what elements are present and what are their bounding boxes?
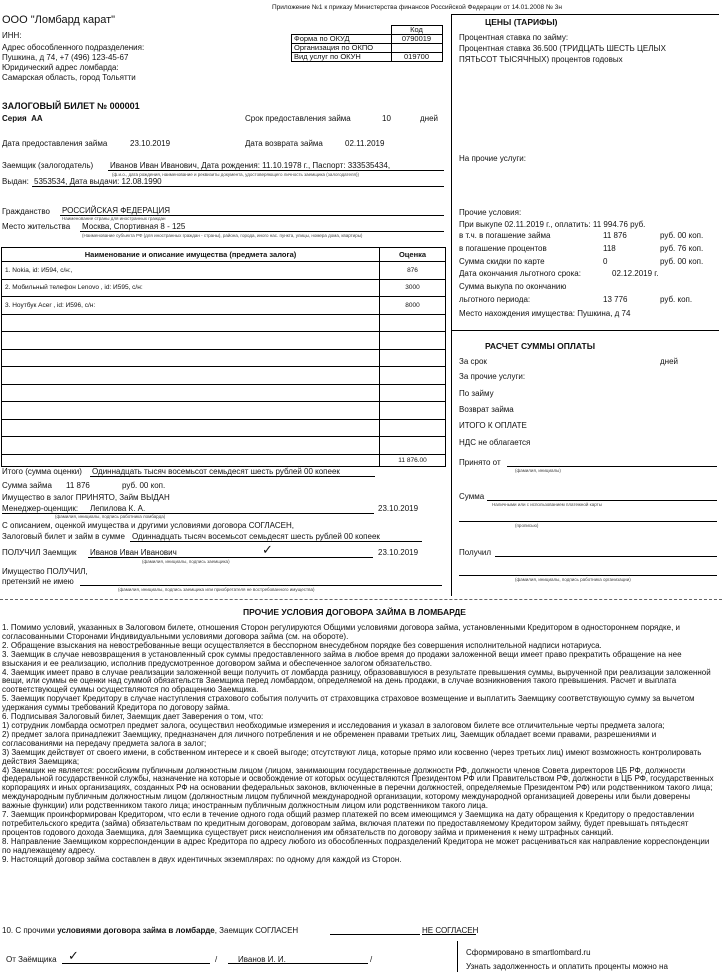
table-row (2, 419, 446, 437)
table-row (2, 367, 446, 385)
received-label: ПОЛУЧИЛ Заемщик (2, 548, 77, 557)
p10-bold: условиями договора займа в ломбарде (57, 926, 215, 935)
manager-label: Менеджер-оценщик: (2, 504, 79, 513)
term-label: Срок предоставления займа (245, 114, 351, 123)
redeem-grace-label2: льготного периода: (459, 295, 531, 304)
borrower-value: Иванов Иван Иванович, Дата рождения: 11.10.1978 г., Паспорт: 333535434, (110, 161, 391, 170)
loan-sum-unit: руб. 00 коп. (122, 481, 166, 490)
item-value: 876 (380, 262, 446, 280)
footer-learn: Узнать задолженность и оплатить проценты можно на (466, 962, 668, 971)
company-name: ООО "Ломбард карат" (2, 14, 116, 26)
footer-check-icon: ✓ (68, 948, 79, 963)
code-label: Форма по ОКУД (292, 35, 392, 44)
citizenship-hint: Наименование страны для иностранных граждан (62, 216, 166, 221)
terms-paragraph: 4. Заемщик имеет право в случае реализации заложенной вещи получить от ломбарда разницу, образовавшуюся в результате превышения суммы, вырученной при реализации заложенной вещи, или суммы ее оценки над суммой обязательств Заемщика перед ломбардом, определяемой на день продажи, в случае возникновения такого превышения. Расчет и выплата соответствующей суммы осуществляются по обращению Заемщика. (2, 667, 711, 695)
property-received: Имущество ПОЛУЧИЛ, (2, 567, 88, 576)
p10-disagree: НЕ СОГЛАСЕН (422, 926, 479, 935)
loan-sum: 11 876 (66, 481, 90, 490)
calc-services: За прочие услуги: (459, 372, 526, 381)
branch-address-label: Адрес обособленного подразделения: (2, 43, 145, 52)
branch-address: Пушкина, д 74, +7 (496) 123-45-67 (2, 53, 129, 62)
agree-text: С описанием, оценкой имущества и другими условиями договора СОГЛАСЕН, (2, 521, 294, 530)
calc-return: Возврат займа (459, 405, 514, 414)
terms-paragraph: 4) Заемщик не является: российским публичным должностным лицом (лицом, занимающим государственные должности РФ, должности членов Совета директоров ЦБ РФ, должности федеральной государственной службы, назначение на которые и освобождение от которых осуществляются Президентом РФ или Правительством РФ, должности в ЦБ РФ, государственных корпорациях и иных организациях, созданных РФ на основании федеральных законов, включенные в перечни должностей, определяемые Президентом РФ) или родственником такого лица; международным публичным должностным лицом (должностным лицом публичной международной организации, которому международной организацией доверены или были доверены важные функции) или родственником такого лица; иностранным публичным должностным лицом или родственником такого лица. (2, 765, 714, 811)
rate-label: Процентная ставка по займу: (459, 33, 569, 42)
property-hint: (фамилия, инициалы, подпись заемщика или приобретателя не востребованного имущества) (118, 587, 315, 592)
terms-paragraph: 3) Заемщик действует от своего имени, в собственном интересе и к своей выгоде; отсутствуют лица, которые прямо или косвенно (через третьих лиц) имеют возможность контролировать действия Заемщика; (2, 747, 702, 766)
items-total: 11 876.00 (380, 454, 446, 466)
redeem-grace-value: 13 776 (603, 295, 628, 304)
price-row-value: 11 876 (603, 231, 627, 240)
manager-name: Лепилова К. А. (90, 504, 146, 513)
calc-total: ИТОГО К ОПЛАТЕ (459, 421, 527, 430)
item-value: 8000 (380, 297, 446, 315)
code-label: Вид услуг по ОКУН (292, 53, 392, 62)
series-value: АА (31, 114, 43, 123)
calc-received: Получил (459, 548, 491, 557)
p10-suffix: , Заемщик СОГЛАСЕН (214, 926, 299, 935)
grace-end-date: 02.12.2019 г. (612, 269, 659, 278)
table-row (2, 297, 446, 315)
terms-paragraph: 2. Обращение взыскания на невостребованные вещи осуществляется в бесспорном внесудебном порядке без совершения исполнительной надписи нотариуса. (2, 640, 602, 650)
price-row-label: Сумма скидки по карте (459, 257, 545, 266)
calc-vat: НДС не облагается (459, 438, 531, 447)
borrower-label: Заемщик (залогодатель) (2, 161, 94, 170)
redeem-grace-unit: руб. коп. (660, 295, 693, 304)
rate-line1: Процентная ставка 36.500 (ТРИДЦАТЬ ШЕСТЬ ЦЕЛЫХ (459, 44, 666, 53)
price-row-unit: руб. 00 коп. (660, 231, 704, 240)
terms-paragraph: 5. Заемщик поручает Кредитору в случае наступления страхового события получить от страховщика страховое возмещение и выплатить Заемщику соответствующую сумму за вычетом удержания суммы требований Кредитора по договору займа. (2, 694, 695, 713)
signature-check-icon: ✓ (262, 542, 273, 557)
total-label: Итого (сумма оценки) (2, 467, 82, 476)
terms-paragraph: 7. Заемщик проинформирован Кредитором, что если в течение одного года общий размер платежей по всем имеющимся у Заемщика на дату обращения к Кредитору о предоставлении потребительского кредита (займа) обязательствам по кредитным договорам, договорам займа, включая платежи по предоставляемому Кредитором займу, будет превышать пятьдесят процентов годового дохода Заемщика, для Заемщика существует риск неисполнения им обязательств по договору займа и применения к нему штрафных санкций. (2, 810, 695, 837)
return-date-label: Дата возврата займа (245, 139, 323, 148)
agree-sum-label: Залоговый билет и займ в сумме (2, 532, 125, 541)
price-row-value: 118 (603, 244, 616, 253)
agree-sum-value: Одиннадцать тысяч восемьсот семьдесят шесть рублей 00 копеек (132, 532, 380, 541)
residence-value: Москва, Спортивная 8 - 125 (82, 222, 186, 231)
grace-end-label: Дата окончания льготного срока: (459, 269, 581, 278)
code-value: 019700 (391, 53, 442, 62)
item-name: 3. Ноутбук Acer , id: И596, с/н: (2, 297, 380, 315)
calc-term: За срок (459, 357, 487, 366)
footer-name: Иванов И. И. (238, 955, 286, 964)
items-col-name: Наименование и описание имущества (предмета залога) (2, 248, 380, 262)
codes-header: Код (391, 26, 442, 35)
hint-words: (прописью) (515, 523, 539, 528)
hint-name: (фамилия, инициалы) (515, 468, 561, 473)
table-row (2, 262, 446, 280)
other-services: На прочие услуги: (459, 154, 526, 163)
price-row-label: в т.ч. в погашение займа (459, 231, 551, 240)
item-value: 3000 (380, 279, 446, 297)
terms-paragraph: 3. Заемщик в случае невозвращения в установленный срок суммы предоставленного займа в любое время до продажи заложенной вещи имеет право прекратить обращение на нее взыскания и ее реализацию, исполнив предусмотренное договором займа и обеспеченное залогом обязательство. (2, 649, 682, 668)
terms-paragraph: 1. Помимо условий, указанных в Залоговом билете, отношения Сторон регулируются Общими условиями договора займа, установленными Кредитором в одностороннем порядке, и согласованными Сторонами Индивидуальными условиями договора займа (см. на обороте). (2, 623, 680, 641)
hint-sum: Наличными или с использованием платежной карты (492, 502, 602, 507)
citizenship-value: РОССИЙСКАЯ ФЕДЕРАЦИЯ (62, 206, 170, 215)
price-row-value: 0 (603, 257, 608, 266)
citizenship-label: Гражданство (2, 207, 50, 216)
table-row (2, 332, 446, 350)
ticket-title: ЗАЛОГОВЫЙ БИЛЕТ № 000001 (2, 101, 140, 111)
items-table (1, 247, 446, 467)
footer-from-borrower: От Заёмщика (6, 955, 57, 964)
redeem-grace-label: Сумма выкупа по окончанию (459, 282, 567, 291)
return-date: 02.11.2019 (345, 139, 385, 148)
issued-label: Выдан: (2, 177, 29, 186)
loan-date: 23.10.2019 (130, 139, 171, 148)
received-name: Иванов Иван Иванович (90, 548, 177, 557)
calc-sum: Сумма (459, 492, 485, 501)
inn-label: ИНН: (2, 31, 22, 40)
table-row (2, 454, 446, 466)
received-hint: (фамилия, инициалы, подпись заемщика) (142, 559, 230, 564)
terms-paragraph: 9. Настоящий договор займа составлен в двух идентичных экземплярах: по одному для каждой из Сторон. (2, 854, 402, 864)
terms-paragraph: 8. Направление Заемщиком корреспонденции в адрес Кредитора по адресу любого из обособленных подразделений Кредитора не может расцениваться как направление корреспонденции по надлежащему адресу. (2, 836, 710, 855)
residence-hint: (Наименование субъекта РФ (для иностранных граждан - страны), района, города, иного нас. пункта, улицы, номера дома, квартиры) (82, 233, 363, 238)
table-row (2, 349, 446, 367)
items-col-value: Оценка (380, 248, 446, 262)
terms-p10 (2, 926, 298, 935)
loan-date-label: Дата предоставления займа (2, 139, 108, 148)
rate-line2: ПЯТЬСОТ ТЫСЯЧНЫХ) процентов годовых (459, 55, 623, 64)
issued-value: 5353534, Дата выдачи: 12.08.1990 (34, 177, 162, 186)
footer-slash: / (215, 955, 218, 964)
item-name: 2. Мобильный телефон Lenovo , id: И595, с/н: (2, 279, 380, 297)
table-row (2, 402, 446, 420)
legal-address-label: Юридический адрес ломбарда: (2, 63, 119, 72)
accepted-text: Имущество в залог ПРИНЯТО, Займ ВЫДАН (2, 493, 170, 502)
manager-hint: (фамилия, инициалы, подпись работника ломбарда) (55, 514, 166, 519)
received-date: 23.10.2019 (378, 548, 419, 557)
terms-paragraph: 2) предмет залога принадлежит Заемщику, предназначен для личного потребления и не обременен правами третьих лиц, Заемщик обладает всеми правами, разрешениями и согласованиями на передачу предмета залога в залог; (2, 729, 657, 748)
code-label: Организация по ОКПО (292, 44, 392, 53)
residence-label: Место жительства (2, 222, 71, 231)
table-row (2, 279, 446, 297)
code-value: 0790019 (391, 35, 442, 44)
location: Место нахождения имущества: Пушкина, д 74 (459, 309, 631, 318)
terms-title: ПРОЧИЕ УСЛОВИЯ ДОГОВОРА ЗАЙМА В ЛОМБАРДЕ (243, 607, 466, 617)
calc-loan: По займу (459, 389, 494, 398)
no-claims: претензий не имею (2, 577, 74, 586)
terms-body (2, 624, 718, 864)
price-row-unit: руб. 76 коп. (660, 244, 704, 253)
redeem-line: При выкупе 02.11.2019 г., оплатить: 11 994.76 руб. (459, 220, 646, 229)
order-note: Приложение №1 к приказу Министерства финансов Российской Федерации от 14.01.2008 № 3н (272, 4, 562, 11)
footer-formed: Сформировано в smartlombard.ru (466, 948, 591, 957)
footer-slash-end: / (370, 955, 373, 964)
terms-paragraph: 1) сотрудник ломбарда осмотрел предмет залога, осуществил необходимые измерения и исследования и указал в залоговом билете все отличительные черты предмета залога; (2, 720, 665, 730)
calc-term-unit: дней (660, 357, 679, 366)
table-row (2, 384, 446, 402)
series-label: Серия (2, 114, 27, 123)
table-row (2, 437, 446, 455)
hint-worker: (фамилия, инициалы, подпись работника организации) (515, 577, 631, 582)
item-name: 1. Nokia, id: И594, с/н:, (2, 262, 380, 280)
accepted-from: Принято от (459, 458, 501, 467)
p10-prefix: 10. С прочими (2, 926, 58, 935)
borrower-hint: (ф.и.о., дата рождения, наименование и реквизиты документа, удостоверяющего личность заемщика (залогодателя)) (112, 172, 359, 177)
codes-table (291, 25, 443, 62)
term-value: 10 (382, 114, 391, 123)
loan-sum-label: Сумма займа (2, 481, 52, 490)
terms-paragraph: 6. Подписывая Залоговый билет, Заемщик дает Заверения о том, что: (2, 712, 264, 722)
manager-date: 23.10.2019 (378, 504, 419, 513)
total-words: Одиннадцать тысяч восемьсот семьдесят шесть рублей 00 копеек (92, 467, 340, 476)
prices-title: ЦЕНЫ (ТАРИФЫ) (485, 17, 558, 27)
price-row-label: в погашение процентов (459, 244, 547, 253)
term-unit: дней (420, 114, 439, 123)
calc-title: РАСЧЕТ СУММЫ ОПЛАТЫ (485, 341, 596, 351)
table-row (2, 314, 446, 332)
price-row-unit: руб. 00 коп. (660, 257, 704, 266)
legal-address: Самарская область, город Тольятти (2, 73, 136, 82)
other-terms: Прочие условия: (459, 208, 522, 217)
